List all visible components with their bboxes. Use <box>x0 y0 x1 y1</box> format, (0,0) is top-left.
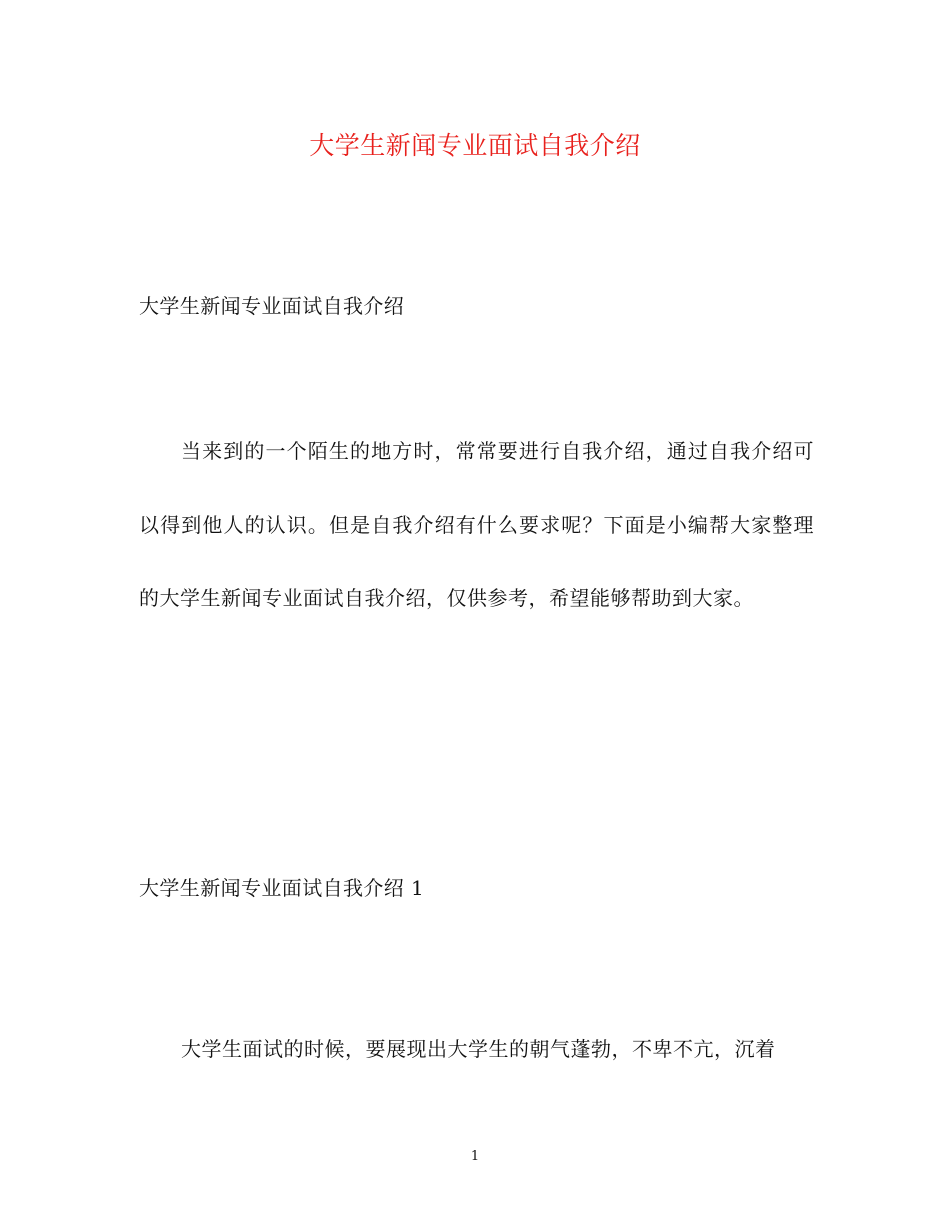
page-number: 1 <box>470 1149 480 1164</box>
section-heading: 大学生新闻专业面试自我介绍 <box>139 294 405 318</box>
subsection-heading: 大学生新闻专业面试自我介绍 1 <box>139 876 425 900</box>
document-title: 大学生新闻专业面试自我介绍 <box>309 131 641 160</box>
intro-paragraph: 当来到的一个陌生的地方时，常常要进行自我介绍，通过自我介绍可以得到他人的认识。但是自我介绍有什么要求呢？下面是小编帮大家整理的大学生新闻专业面试自我介绍，仅供参考，希望能够帮助到大家。 <box>139 439 814 610</box>
body-paragraph: 大学生面试的时候，要展现出大学生的朝气蓬勃，不卑不亢，沉着 <box>181 1037 776 1061</box>
